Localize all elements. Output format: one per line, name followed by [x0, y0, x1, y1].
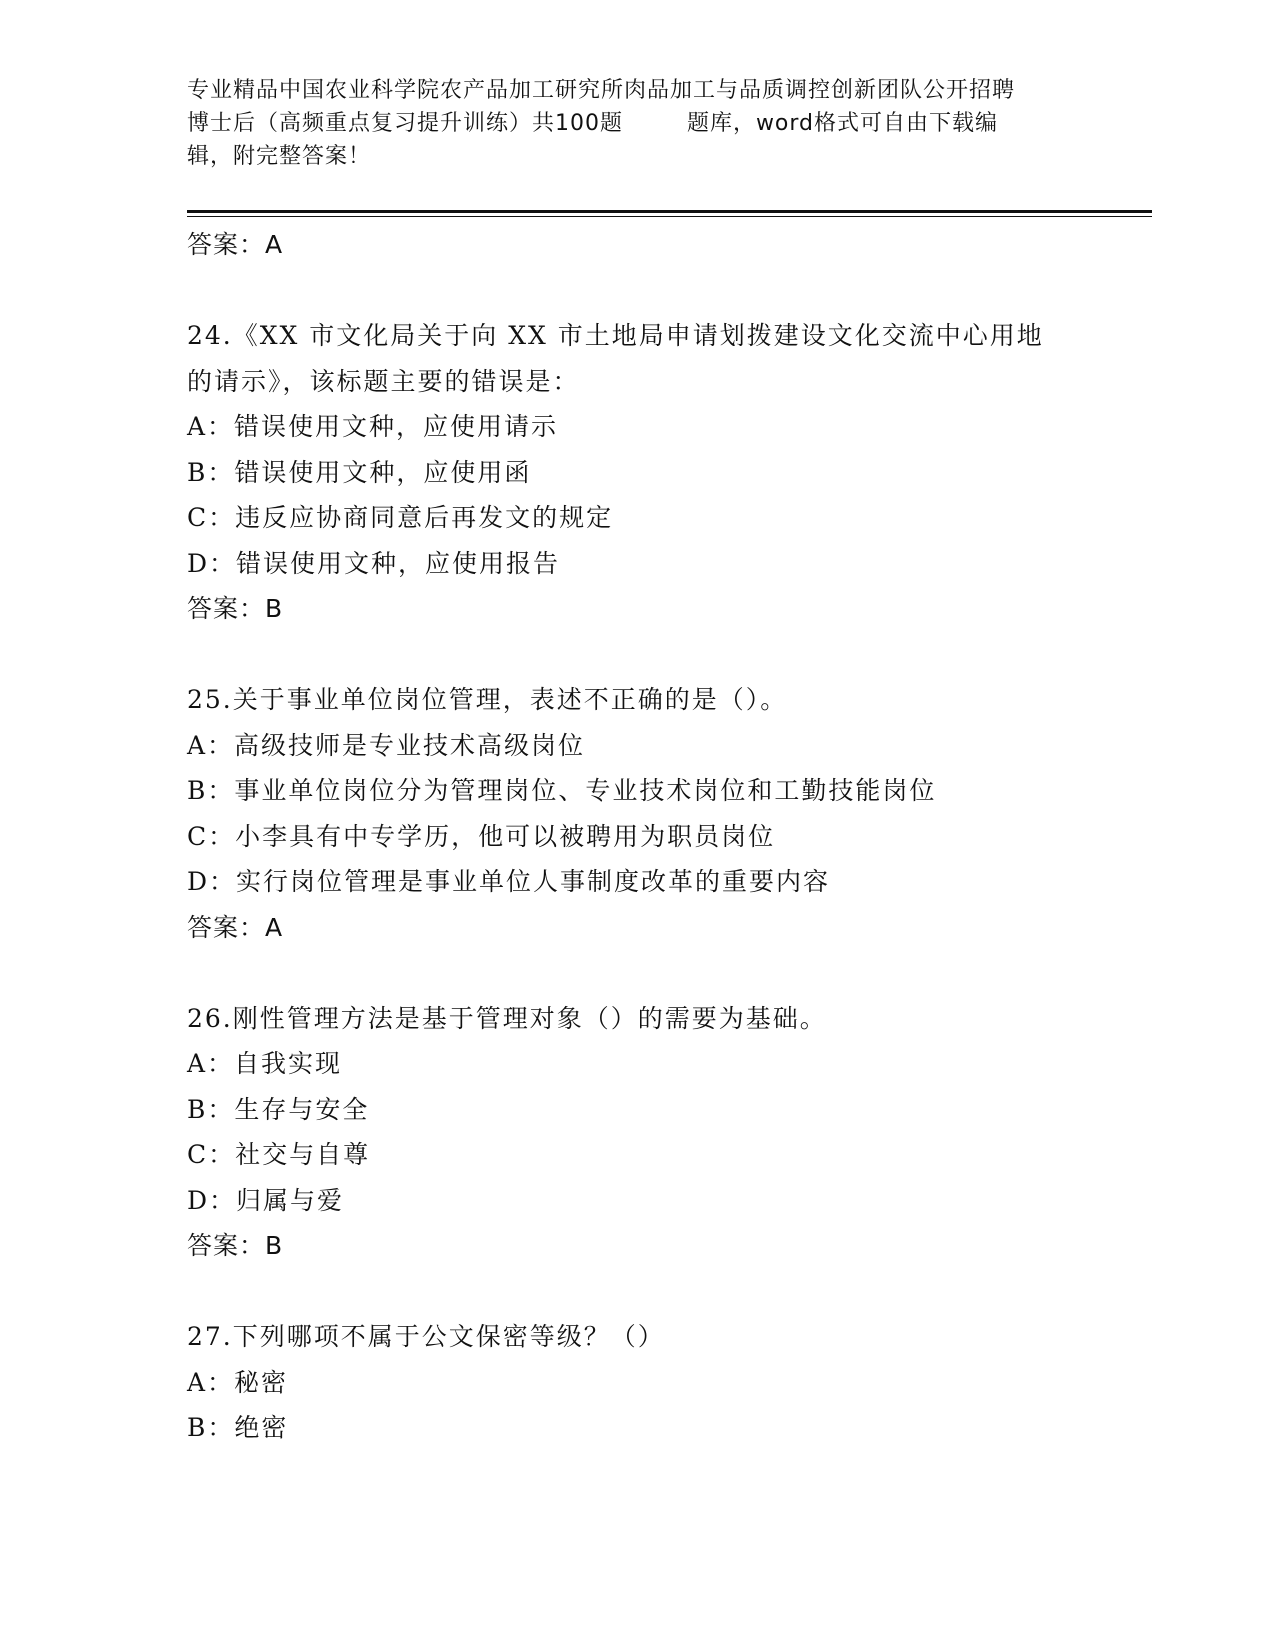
question-stem: 26.刚性管理方法是基于管理对象（）的需要为基础。 [187, 1003, 827, 1033]
spacer [187, 950, 1137, 996]
option-b: B：事业单位岗位分为管理岗位、专业技术岗位和工勤技能岗位 [187, 776, 937, 805]
spacer [187, 1269, 1137, 1315]
option-c: C：社交与自尊 [187, 1140, 371, 1169]
answer-line: 答案：A [187, 912, 284, 942]
question-25 [187, 677, 1137, 950]
option-b: B：绝密 [187, 1413, 289, 1442]
answer-line: 答案：B [187, 594, 284, 623]
question-stem: 24.《XX 市文化局关于向 XX 市土地局申请划拨建设文化交流中心用地 [187, 321, 1044, 350]
spacer [187, 268, 1137, 314]
option-d: D：实行岗位管理是事业单位人事制度改革的重要内容 [187, 867, 831, 896]
header-divider-thick [187, 210, 1152, 213]
option-b: B：生存与安全 [187, 1094, 370, 1124]
option-d: D：归属与爱 [187, 1185, 345, 1215]
question-26 [187, 996, 1137, 1269]
question-stem: 的请示》，该标题主要的错误是： [187, 366, 580, 396]
question-stem: 27.下列哪项不属于公文保密等级？（） [187, 1322, 665, 1351]
header-line: 博士后（高频重点复习提升训练）共100题 题库，word格式可自由下载编 [187, 111, 999, 136]
header-line: 专业精品中国农业科学院农产品加工研究所肉品加工与品质调控创新团队公开招聘 [187, 78, 1016, 103]
option-a: A：高级技师是专业技术高级岗位 [187, 730, 586, 760]
header-line: 辑，附完整答案！ [187, 144, 372, 169]
header-divider-thin [187, 216, 1152, 217]
question-24 [187, 313, 1137, 632]
answer-line: 答案：B [187, 1231, 284, 1260]
option-c: C：违反应协商同意后再发文的规定 [187, 503, 614, 532]
document-body [187, 222, 1137, 1451]
option-b: B：错误使用文种，应使用函 [187, 457, 532, 487]
option-a: A：秘密 [187, 1367, 289, 1397]
option-a: A：错误使用文种，应使用请示 [187, 412, 559, 441]
option-c: C：小李具有中专学历，他可以被聘用为职员岗位 [187, 821, 776, 851]
document-header [187, 74, 1087, 173]
option-d: D：错误使用文种，应使用报告 [187, 548, 561, 578]
spacer [187, 632, 1137, 678]
question-stem: 25.关于事业单位岗位管理，表述不正确的是（）。 [187, 685, 788, 714]
answer-line: 答案：A [187, 230, 284, 259]
question-27 [187, 1314, 1137, 1451]
option-a: A：自我实现 [187, 1049, 343, 1078]
